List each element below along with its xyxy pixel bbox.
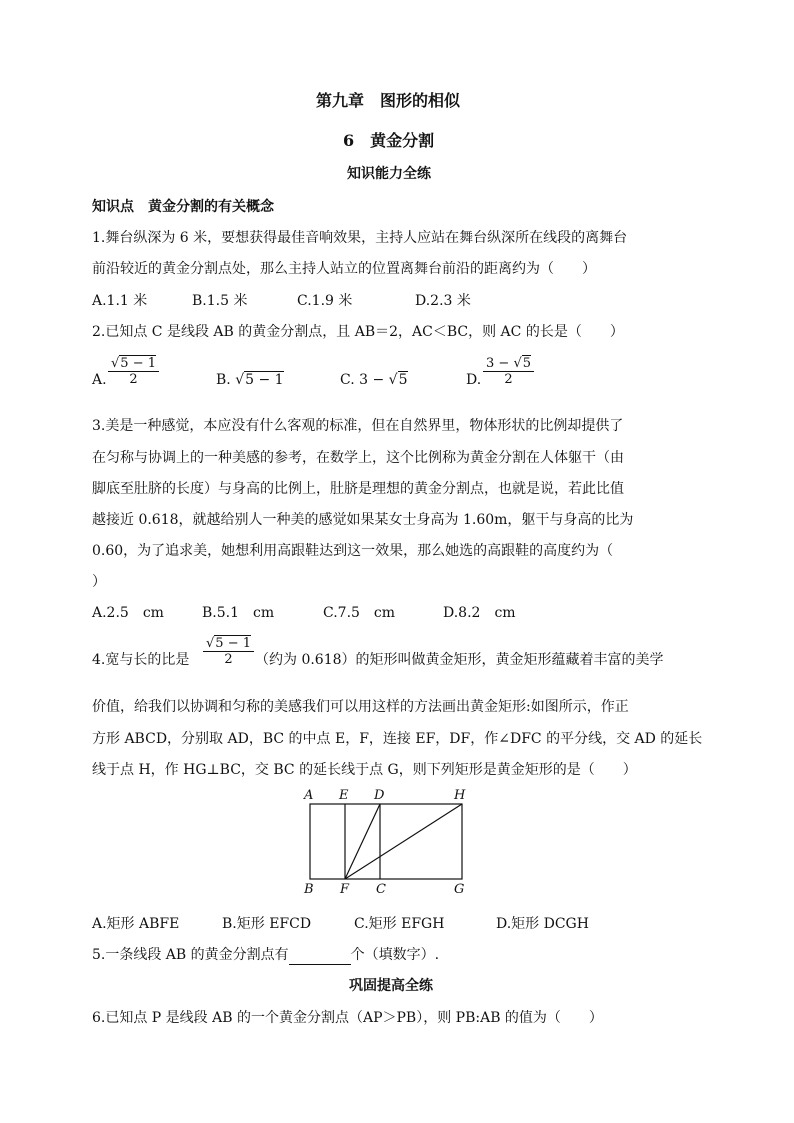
q2-a-numerator: 5 − 1 [120, 356, 156, 371]
q2-option-c: C. 3 − √5 [340, 372, 408, 388]
q2-d-denominator: 2 [504, 372, 513, 387]
q2-option-a-label: A. [92, 372, 107, 388]
q3-line2: 在匀称与协调上的一种美感的参考，在数学上，这个比例称为黄金分割在人体躯干（由 [92, 450, 624, 466]
q1-option-b: B.1.5 米 [192, 293, 248, 309]
q6-stem: 6.已知点 P 是线段 AB 的一个黄金分割点（AP＞PB），则 PB:AB 的值为（ ） [92, 1010, 603, 1026]
q2-c-radicand: 5 [398, 372, 408, 388]
q4-line4: 线于点 H，作 HG⊥BC，交 BC 的延长线于点 G，则下列矩形是黄金矩形的是（ ） [92, 762, 637, 778]
knowledge-point-heading: 知识点 黄金分割的有关概念 [92, 199, 274, 215]
q3-option-c: C.7.5 cm [323, 605, 396, 621]
q1-option-a: A.1.1 米 [92, 293, 148, 309]
q3-option-b: B.5.1 cm [202, 605, 275, 621]
outer-rectangle-abgh [310, 804, 462, 879]
q4-option-a: A.矩形 ABFE [92, 916, 180, 932]
label-a: A [304, 788, 314, 803]
sqrt-sign: √ [513, 356, 522, 371]
section-title: 6 黄金分割 [343, 131, 435, 150]
label-b: B [304, 882, 314, 896]
q1-option-d: D.2.3 米 [415, 293, 471, 309]
golden-rectangle-figure [296, 784, 476, 896]
q5-stem: 5.一条线段 AB 的黄金分割点有 个（填数字）. [92, 947, 440, 963]
q3-option-d: D.8.2 cm [443, 605, 516, 621]
q4-option-d: D.矩形 DCGH [496, 916, 589, 932]
q3-line6: ） [92, 574, 106, 590]
q1-line1: 1.舞台纵深为 6 米，要想获得最佳音响效果，主持人应站在舞台纵深所在线段的离舞台 [92, 230, 628, 246]
part-heading-2: 巩固提高全练 [349, 978, 433, 994]
q2-option-a-fraction [108, 356, 159, 387]
q1-option-c: C.1.9 米 [297, 293, 353, 309]
q4-suffix: （约为 0.618）的矩形叫做黄金矩形，黄金矩形蕴藏着丰富的美学 [255, 652, 664, 668]
q2-option-b: B. √5 − 1 [216, 372, 284, 388]
sqrt-sign: √ [206, 636, 215, 651]
label-f: F [340, 882, 350, 896]
q4-fraction: $\frac{√5 - 1}{2}$ [203, 636, 254, 667]
part-heading-1: 知识能力全练 [347, 166, 431, 182]
sqrt-sign: √ [111, 356, 120, 371]
sqrt-sign: √ [235, 372, 245, 388]
sqrt-sign: √ [388, 372, 398, 388]
q2-option-d-fraction: $\frac{3 - √5}{2}$ [483, 356, 534, 387]
q3-line3: 脚底至肚脐的长度）与身高的比例上，肚脐是理想的黄金分割点，也就是说，若此比值 [92, 481, 624, 497]
q4-prefix: 4.宽与长的比是 [92, 652, 190, 668]
q3-option-a: A.2.5 cm [92, 605, 164, 621]
q2-option-d-label: D. [466, 372, 482, 388]
label-c: C [376, 882, 386, 896]
q3-line1: 3.美是一种感觉，本应没有什么客观的标准，但在自然界里，物体形状的比例却提供了 [92, 418, 624, 434]
q4-option-b: B.矩形 EFCD [222, 916, 312, 932]
label-d: D [374, 788, 385, 803]
label-e: E [339, 788, 349, 803]
q4-option-c: C.矩形 EFGH [354, 916, 445, 932]
label-h: H [454, 788, 466, 803]
q5-answer-blank[interactable] [289, 950, 351, 965]
q3-line5: 0.60，为了追求美，她想利用高跟鞋达到这一效果，那么她选的高跟鞋的高度约为（ [92, 543, 614, 559]
q2-a-denominator: 2 [129, 372, 138, 387]
q4-line2: 价值，给我们以协调和匀称的美感我们可以用这样的方法画出黄金矩形:如图所示，作正 [92, 699, 629, 715]
q2-b-radicand: 5 − 1 [245, 372, 284, 388]
chapter-title: 第九章 图形的相似 [316, 91, 461, 110]
q1-line2: 前沿较近的黄金分割点处，那么主持人站立的位置离舞台前沿的距离约为（ ） [92, 261, 596, 277]
q3-line4: 越接近 0.618，就越给别人一种美的感觉如果某女士身高为 1.60m，躯干与身高的比为 [92, 512, 634, 528]
q2-stem: 2.已知点 C 是线段 AB 的黄金分割点，且 AB＝2，AC＜BC，则 AC 的长是（ ） [92, 324, 624, 340]
label-g: G [454, 882, 465, 896]
q4-line3: 方形 ABCD，分别取 AD，BC 的中点 E，F，连接 EF，DF，作∠DFC 的平分线，交 AD 的延长 [92, 731, 703, 747]
